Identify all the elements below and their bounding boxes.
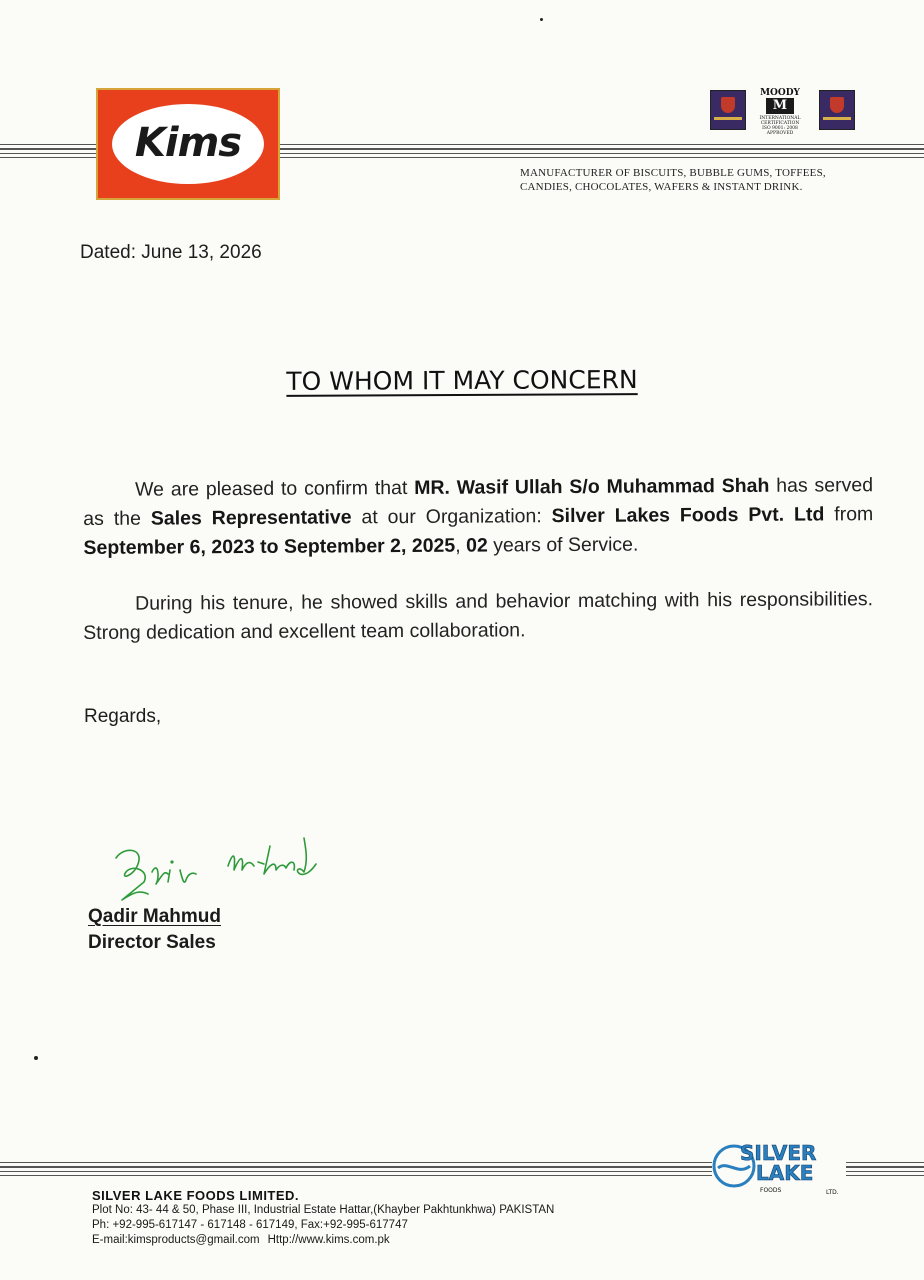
company-contact xyxy=(92,1234,390,1246)
years-of-service: 02 xyxy=(465,534,488,557)
letter-heading: TO WHOM IT MAY CONCERN xyxy=(286,365,638,396)
manufacturer-tagline: MANUFACTURER OF BISCUITS, BUBBLE GUMS, TOFFEES, CANDIES, CHOCOLATES, WAFERS & INSTANT DRINK. xyxy=(520,167,826,193)
moody-logo-icon: M xyxy=(766,98,794,114)
svg-text:SILVER: SILVER xyxy=(740,1141,817,1165)
silver-lake-logo xyxy=(712,1136,846,1200)
letter-date: Dated: June 13, 2026 xyxy=(80,242,262,263)
signature xyxy=(104,830,334,910)
certification-badge-left xyxy=(710,90,746,130)
job-title: Sales Representative xyxy=(150,506,352,530)
scan-speck xyxy=(540,18,543,21)
svg-text:FOODS: FOODS xyxy=(760,1187,782,1194)
company-address: Plot No: 43- 44 & 50, Phase III, Industrial Estate Hattar,(Khayber Pakhtunkhwa) PAKISTAN xyxy=(92,1204,555,1216)
moody-certification-text: INTERNATIONAL CERTIFICATION ISO 9001: 2008 APPROVED xyxy=(759,116,801,136)
brand-name: Kims xyxy=(134,120,242,166)
employment-period: September 6, 2023 to September 2, 2025 xyxy=(83,534,456,559)
company-email: E-mail:kimsproducts@gmail.com xyxy=(92,1234,260,1246)
certification-badge-right xyxy=(819,90,855,130)
company-name: SILVER LAKE FOODS LIMITED. xyxy=(92,1188,300,1203)
regards: Regards, xyxy=(84,706,162,727)
svg-text:LAKE: LAKE xyxy=(756,1161,814,1185)
signer-title: Director Sales xyxy=(88,932,216,953)
employee-name: MR. Wasif Ullah S/o Muhammad Shah xyxy=(414,474,770,499)
confirmation-paragraph: We are pleased to confirm that MR. Wasif Ullah S/o Muhammad Shah has served as the Sales Representative at our Organization: Silver Lakes Foods Pvt. Ltd from September 6, 2023 to September 2, 2025, 02 years of Service. xyxy=(83,474,874,559)
scan-speck xyxy=(34,1056,38,1060)
kims-logo xyxy=(96,88,280,200)
logo-oval xyxy=(112,104,264,184)
moody-title: MOODY xyxy=(760,88,800,98)
signer-name: Qadir Mahmud xyxy=(88,906,222,927)
company-phone: Ph: +92-995-617147 - 617148 - 617149, Fax:+92-995-617747 xyxy=(92,1219,408,1231)
svg-text:LTD.: LTD. xyxy=(826,1189,839,1196)
company-website: Http://www.kims.com.pk xyxy=(267,1234,390,1246)
organization-name: Silver Lakes Foods Pvt. Ltd xyxy=(551,503,825,528)
tenure-paragraph: During his tenure, he showed skills and behavior matching with his responsibilities. Strong dedication and excellent team collaboration. xyxy=(83,588,874,644)
